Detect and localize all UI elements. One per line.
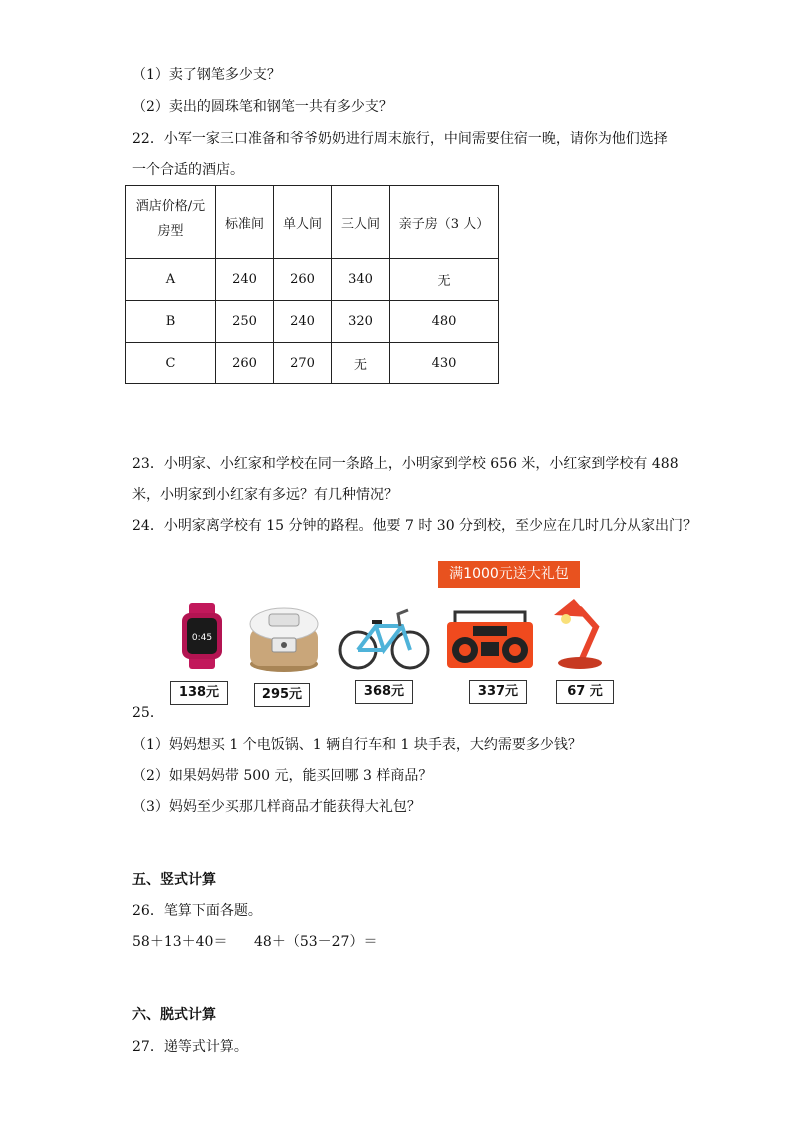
table-cell: 240 [274,301,332,343]
table-cell: 270 [274,343,332,384]
table-cell: 250 [216,301,274,343]
row-hotel-name: A [126,259,216,301]
table-cell: 无 [332,343,390,384]
smartwatch-icon [180,603,224,669]
header-standard-room: 标准间 [216,186,274,259]
watch-display-text: 0:45 [191,633,213,643]
q22-text-line2: 一个合适的酒店。 [132,162,244,178]
bicycle-icon [338,604,430,672]
table-cell: 260 [274,259,332,301]
table-row [126,259,499,301]
promo-banner: 满1000元送大礼包 [438,561,580,588]
row-hotel-name: C [126,343,216,384]
q22-text-line1: 22．小军一家三口准备和爷爷奶奶进行周末旅行，中间需要住宿一晚，请你为他们选择 [132,131,668,147]
section6-title: 六、脱式计算 [132,1007,216,1023]
rice-cooker-icon [247,604,321,674]
radio-icon [445,610,535,670]
table-row [126,343,499,384]
hotel-price-table [125,185,499,384]
table-header-row [126,186,499,259]
table-cell: 430 [390,343,499,384]
table-cell: 340 [332,259,390,301]
desk-lamp-icon [552,597,604,671]
q26-text: 26．笔算下面各题。 [132,903,262,919]
price-rice-cooker: 295元 [254,683,310,707]
row-hotel-name: B [126,301,216,343]
price-radio: 337元 [469,680,527,704]
table-cell: 320 [332,301,390,343]
q27-text: 27．递等式计算。 [132,1039,248,1055]
table-row [126,301,499,343]
corner-bottom-label: 房型 [157,224,184,239]
table-cell: 无 [390,259,499,301]
corner-top-label: 酒店价格/元 [135,199,206,214]
q26-expr1: 58＋13＋40＝ [132,934,228,950]
q25-sub3: （3）妈妈至少买那几样商品才能获得大礼包？ [132,799,421,815]
table-cell: 240 [216,259,274,301]
q23-text-line1: 23．小明家、小红家和学校在同一条路上，小明家到学校 656 米，小红家到学校有 488 [132,456,679,472]
price-watch: 138元 [170,681,228,705]
q25-sub1: （1）妈妈想买 1 个电饭锅、1 辆自行车和 1 块手表，大约需要多少钱？ [132,737,582,753]
q25-number: 25． [132,705,164,721]
section5-title: 五、竖式计算 [132,872,216,888]
q25-sub2: （2）如果妈妈带 500 元，能买回哪 3 样商品？ [132,768,433,784]
header-triple-room: 三人间 [332,186,390,259]
price-lamp: 67 元 [556,680,614,704]
table-cell: 480 [390,301,499,343]
q21-sub1: （1）卖了钢笔多少支？ [132,67,281,83]
q23-text-line2: 米，小明家到小红家有多远？有几种情况？ [132,487,398,503]
header-family-room: 亲子房（3 人） [390,186,499,259]
table-cell: 260 [216,343,274,384]
header-single-room: 单人间 [274,186,332,259]
q21-sub2: （2）卖出的圆珠笔和钢笔一共有多少支？ [132,99,393,115]
q26-expr2: 48＋（53－27）＝ [254,934,378,950]
table-corner-cell [126,186,216,259]
price-bicycle: 368元 [355,680,413,704]
q24-text: 24．小明家离学校有 15 分钟的路程。他要 7 时 30 分到校，至少应在几时几分从家出门？ [132,518,698,534]
